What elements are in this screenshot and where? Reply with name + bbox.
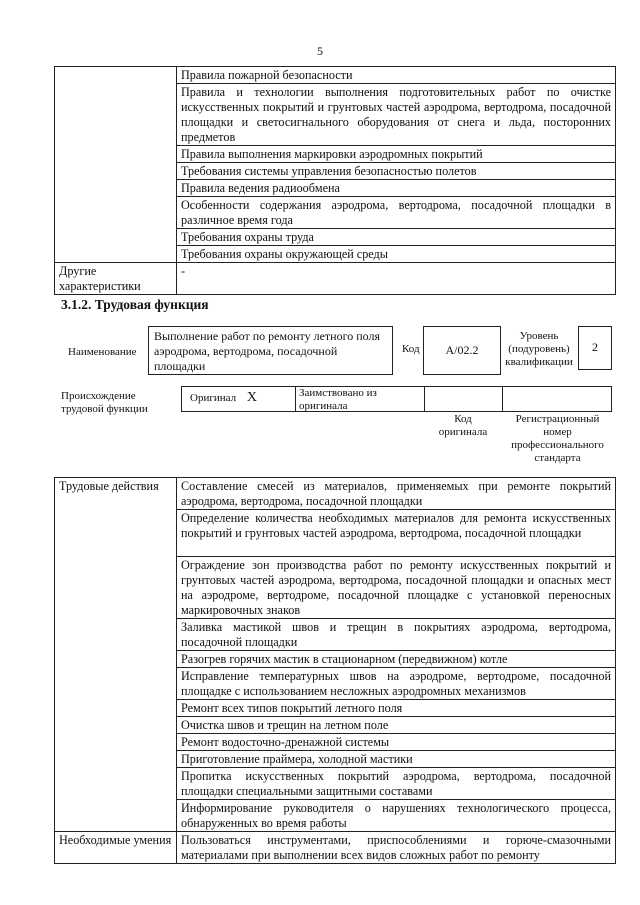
table-cell-left: Необходимые умения (55, 832, 177, 864)
code-label: Код (402, 343, 420, 355)
level-label: Уровень (подуровень) квалификации (505, 330, 573, 368)
table-cell-right: Очистка швов и трещин на летном поле (177, 717, 616, 734)
level-value: 2 (592, 340, 598, 354)
table-cell-right: Приготовление праймера, холодной мастики (177, 751, 616, 768)
table-row (55, 67, 616, 84)
divider-1 (295, 386, 296, 412)
original-cell (190, 390, 257, 406)
section-heading: 3.1.2. Трудовая функция (61, 297, 209, 312)
page-number: 5 (317, 44, 323, 58)
table-cell-right: Ремонт всех типов покрытий летного поля (177, 700, 616, 717)
table-cell-right: Правила выполнения маркировки аэродромных покрытий (177, 146, 616, 163)
table-cell-right: Определение количества необходимых материалов для ремонта искусственных покрытий и грунтовых частей аэродрома, вертодрома, посадочной площадки (177, 510, 616, 557)
table-cell-left (55, 67, 177, 263)
code-value: A/02.2 (445, 343, 479, 357)
reg-number-caption: Регистрационный номер профессионального стандарта (511, 413, 604, 464)
table-cell-right: Требования охраны труда (177, 229, 616, 246)
table-cell-right: Заливка мастикой швов и трещин в покрытиях аэродрома, вертодрома, посадочной площадки (177, 619, 616, 651)
divider-2 (424, 386, 425, 412)
table-cell-left: Трудовые действия (55, 478, 177, 832)
top-table (54, 66, 616, 295)
name-label: Наименование (68, 346, 137, 358)
table-row (55, 832, 616, 864)
table-cell-right: Особенности содержания аэродрома, вертодрома, посадочной площадки в различное время года (177, 197, 616, 229)
borrowed-label: Заимствовано из оригинала (299, 387, 377, 412)
code-value-box (423, 326, 501, 375)
table-cell-right: Пропитка искусственных покрытий аэродрома, вертодрома, посадочной площадки специальными защитными составами (177, 768, 616, 800)
table-cell-right: Правила и технологии выполнения подготовительных работ по очистке искусственных покрытий и грунтовых частей аэродрома, вертодрома, посадочной площадки и светосигнального оборудования от снега и льда, посторонних предметов (177, 84, 616, 146)
table-cell-right: Информирование руководителя о нарушениях технологического процесса, обнаруженных во время работы (177, 800, 616, 832)
original-mark: X (246, 390, 257, 405)
table-cell-right: Составление смесей из материалов, применяемых при ремонте покрытий аэродрома, вертодрома, посадочной площадки (177, 478, 616, 510)
table-cell-right: Ремонт водосточно-дренажной системы (177, 734, 616, 751)
table-cell-left: Другие характеристики (55, 263, 177, 295)
table-cell-right: Исправление температурных швов на аэродроме, вертодроме, посадочной площадке с использованием несложных аэродромных механизмов (177, 668, 616, 700)
code-original-caption: Код оригинала (438, 413, 488, 438)
divider-3 (502, 386, 503, 412)
table-cell-right: Разогрев горячих мастик в стационарном (передвижном) котле (177, 651, 616, 668)
origin-label: Происхождение трудовой функции (61, 390, 148, 415)
main-table (54, 477, 616, 864)
table-cell-right: Правила ведения радиообмена (177, 180, 616, 197)
table-cell-right: Правила пожарной безопасности (177, 67, 616, 84)
table-cell-right: Ограждение зон производства работ по ремонту искусственных покрытий и грунтовых частей аэродрома, вертодрома, посадочной площадки и опасных мест на аэродроме, вертодроме, посадочной площадке с установкой переносных маркировочных знаков (177, 557, 616, 619)
table-row (55, 263, 616, 295)
table-cell-right: Пользоваться инструментами, приспособлениями и горюче-смазочными материалами при выполнении всех видов сложных работ по ремонту (177, 832, 616, 864)
name-value: Выполнение работ по ремонту летного поля аэродрома, вертодрома, посадочной площадки (154, 329, 380, 373)
table-cell-right: Требования охраны окружающей среды (177, 246, 616, 263)
name-value-box (148, 326, 393, 375)
table-cell-right: - (177, 263, 616, 295)
table-row (55, 478, 616, 510)
table-cell-right: Требования системы управления безопасностью полетов (177, 163, 616, 180)
original-label: Оригинал (190, 392, 237, 404)
level-value-box (578, 326, 612, 370)
